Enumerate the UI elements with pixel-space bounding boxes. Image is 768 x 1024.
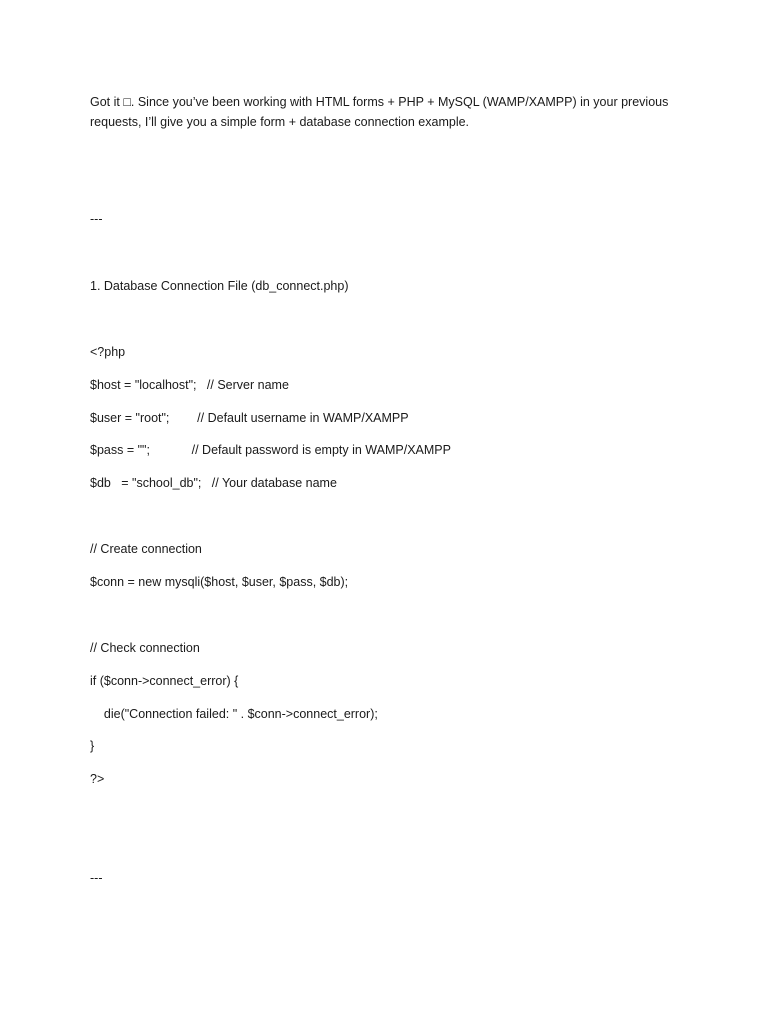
intro-paragraph: Got it □. Since you’ve been working with HTML forms + PHP + MySQL (WAMP/XAMPP) in your previous requests, I’ll give you a simple form + database connection example. [90,95,669,129]
code-comment-create: // Create connection [90,542,202,556]
code-line-host: $host = "localhost"; // Server name [90,378,289,392]
code-comment-check: // Check connection [90,641,200,655]
code-line-db: $db = "school_db"; // Your database name [90,476,337,490]
code-line-user: $user = "root"; // Default username in WAMP/XAMPP [90,411,409,425]
divider: --- [90,212,103,226]
section-heading: 1. Database Connection File (db_connect.php) [90,279,349,293]
code-line-close-tag: ?> [90,772,105,786]
code-line-die: die("Connection failed: " . $conn->connect_error); [90,707,378,721]
code-line-close-brace: } [90,739,95,753]
code-line-pass: $pass = ""; // Default password is empty in WAMP/XAMPP [90,443,451,457]
code-line-open-tag: <?php [90,345,126,359]
divider: --- [90,871,103,885]
code-line-if: if ($conn->connect_error) { [90,674,239,688]
code-line-conn: $conn = new mysqli($host, $user, $pass, $db); [90,575,349,589]
